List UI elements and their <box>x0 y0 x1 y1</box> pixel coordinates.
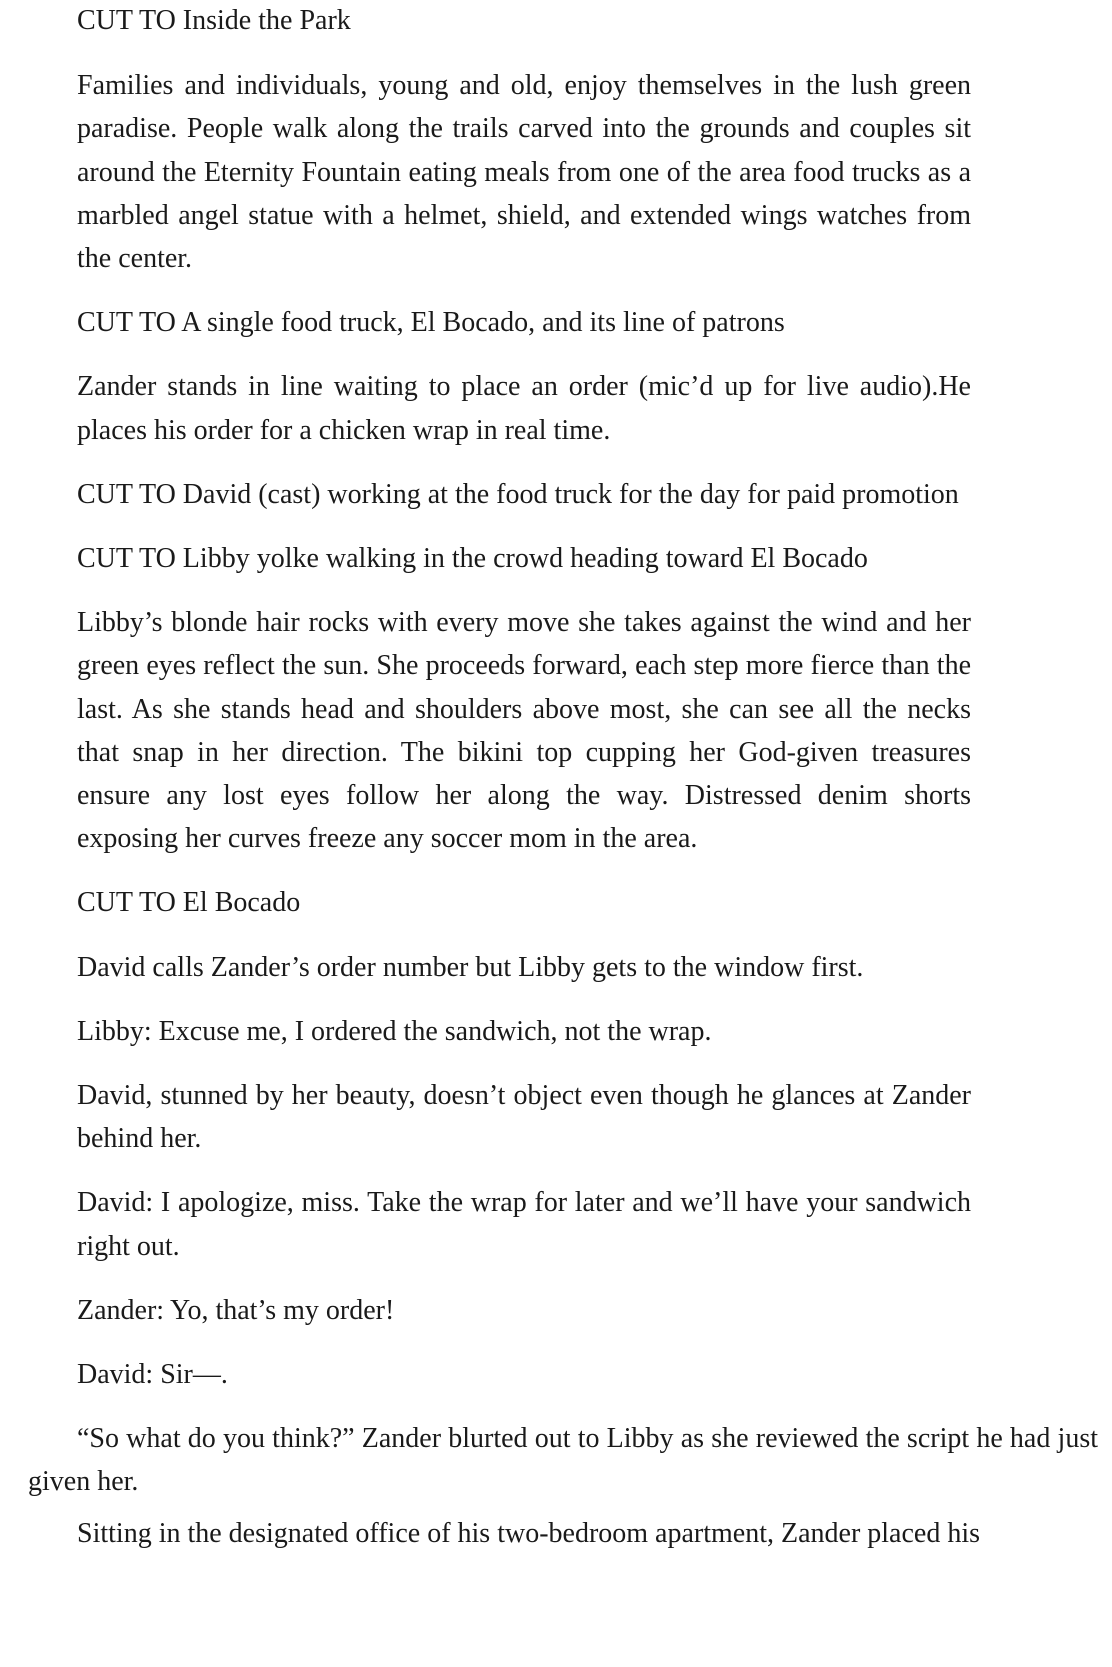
dialogue-david-apology: David: I apologize, miss. Take the wrap for later and we’ll have your sandwich right out. <box>77 1187 971 1262</box>
scene-heading-david: CUT TO David (cast) working at the food truck for the day for paid promotion <box>77 478 959 510</box>
script-paragraph-order-call: David calls Zander’s order number but Libby gets to the window first. <box>77 951 864 983</box>
script-paragraph-libby-description: Libby’s blonde hair rocks with every move she takes against the wind and her green eyes reflect the sun. She proceeds forward, each step more fierce than the last. As she stands head and shoulders above most, she can see all the necks that snap in her direction. The bikini top cupping her God-given treasures ensure any lost eyes follow her along the way. Distressed denim shorts exposing her curves freeze any soccer mom in the area. <box>77 607 971 855</box>
script-paragraph-david-stunned: David, stunned by her beauty, doesn’t object even though he glances at Zander behind her. <box>77 1080 971 1155</box>
scene-heading-el-bocado: CUT TO El Bocado <box>77 887 301 919</box>
dialogue-david-sir: David: Sir—. <box>77 1359 228 1391</box>
prose-paragraph-question: “So what do you think?” Zander blurted out to Libby as she reviewed the script he had just given her. <box>28 1423 1098 1498</box>
scene-heading-libby: CUT TO Libby yolke walking in the crowd heading toward El Bocado <box>77 543 868 575</box>
dialogue-zander: Zander: Yo, that’s my order! <box>77 1294 395 1326</box>
dialogue-libby: Libby: Excuse me, I ordered the sandwich, not the wrap. <box>77 1015 712 1047</box>
script-paragraph-park-description: Families and individuals, young and old, enjoy themselves in the lush green paradise. People walk along the trails carved into the grounds and couples sit around the Eternity Fountain eating meals from one of the area food trucks as a marbled angel statue with a helmet, shield, and extended wings watches from the center. <box>77 70 971 275</box>
prose-paragraph-office: Sitting in the designated office of his two-bedroom apartment, Zander placed his <box>77 1517 981 1549</box>
scene-heading-park: CUT TO Inside the Park <box>77 5 351 36</box>
scene-heading-food-truck: CUT TO A single food truck, El Bocado, and its line of patrons <box>77 307 785 339</box>
script-paragraph-zander-order: Zander stands in line waiting to place an order (mic’d up for live audio).He places his order for a chicken wrap in real time. <box>77 371 971 446</box>
